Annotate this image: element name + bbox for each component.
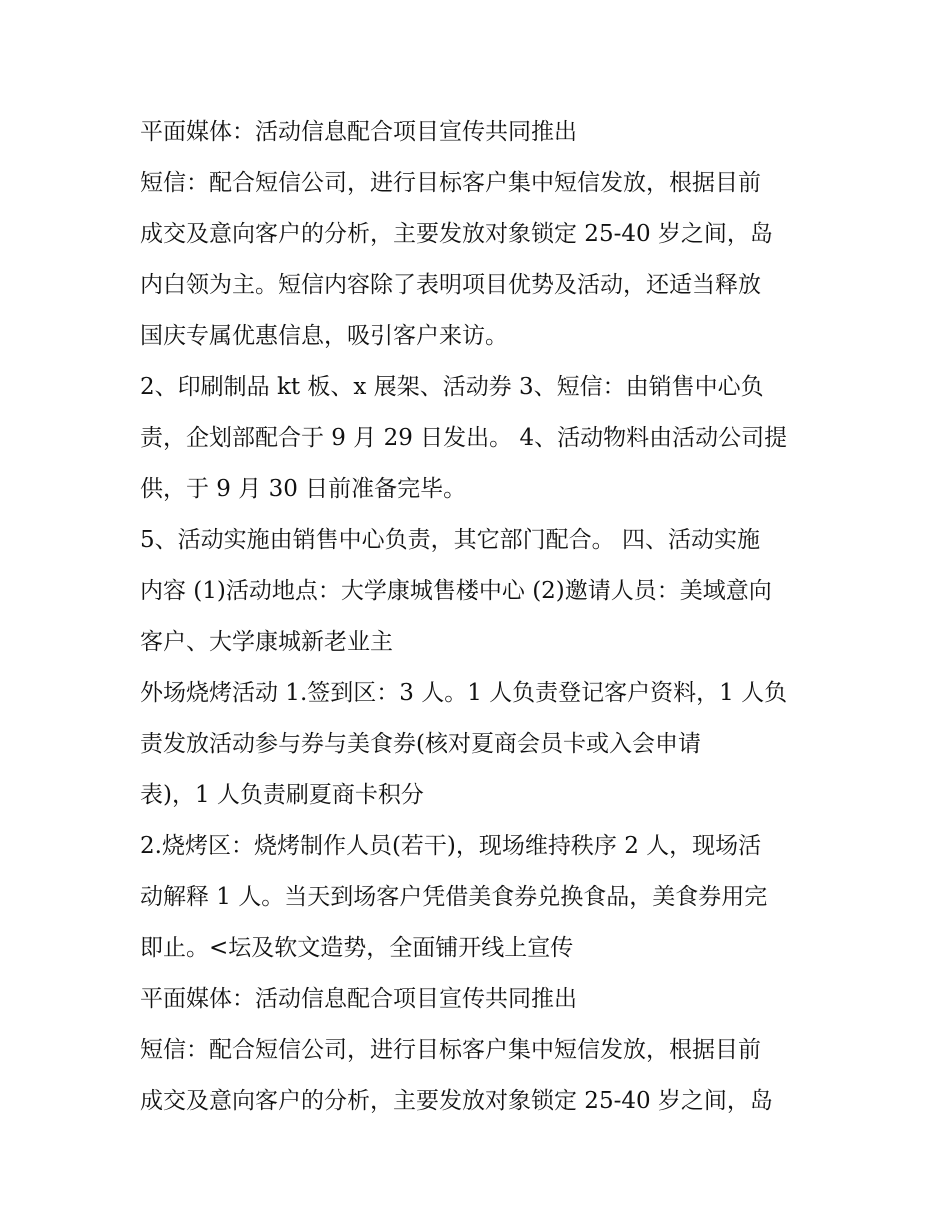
text-line: 短信：配合短信公司，进行目标客户集中短信发放，根据目前 <box>140 170 761 196</box>
text-line: 2、印刷制品 kt 板、x 展架、活动券 3、短信：由销售中心负 <box>140 374 764 400</box>
text-line: 成交及意向客户的分析，主要发放对象锁定 25-40 岁之间，岛 <box>140 1088 773 1114</box>
text-line: 成交及意向客户的分析，主要发放对象锁定 25-40 岁之间，岛 <box>140 221 773 247</box>
text-line: 国庆专属优惠信息，吸引客户来访。 <box>140 323 508 349</box>
text-line: 短信：配合短信公司，进行目标客户集中短信发放，根据目前 <box>140 1037 761 1063</box>
text-line: 2.烧烤区：烧烤制作人员(若干)，现场维持秩序 2 人，现场活 <box>140 833 762 859</box>
text-line: 责发放活动参与券与美食券(核对夏商会员卡或入会申请 <box>140 731 701 757</box>
text-line: 客户、大学康城新老业主 <box>140 629 393 655</box>
text-line: 平面媒体：活动信息配合项目宣传共同推出 <box>140 986 577 1012</box>
document-body <box>140 107 820 1127</box>
text-line: 平面媒体：活动信息配合项目宣传共同推出 <box>140 119 577 145</box>
text-line: 5、活动实施由销售中心负责，其它部门配合。 四、活动实施 <box>140 527 760 553</box>
text-line: 即止。<坛及软文造势，全面铺开线上宣传 <box>140 935 574 961</box>
text-line: 外场烧烤活动 1.签到区：3 人。1 人负责登记客户资料，1 人负 <box>140 680 788 706</box>
text-line: 内容 (1)活动地点：大学康城售楼中心 (2)邀请人员：美域意向 <box>140 578 772 604</box>
text-line: 内白领为主。短信内容除了表明项目优势及活动，还适当释放 <box>140 272 761 298</box>
text-line: 责，企划部配合于 9 月 29 日发出。 4、活动物料由活动公司提 <box>140 425 788 451</box>
text-line: 表)，1 人负责刷夏商卡积分 <box>140 782 424 808</box>
text-line: 动解释 1 人。当天到场客户凭借美食券兑换食品，美食券用完 <box>140 884 768 910</box>
text-line: 供，于 9 月 30 日前准备完毕。 <box>140 476 467 502</box>
